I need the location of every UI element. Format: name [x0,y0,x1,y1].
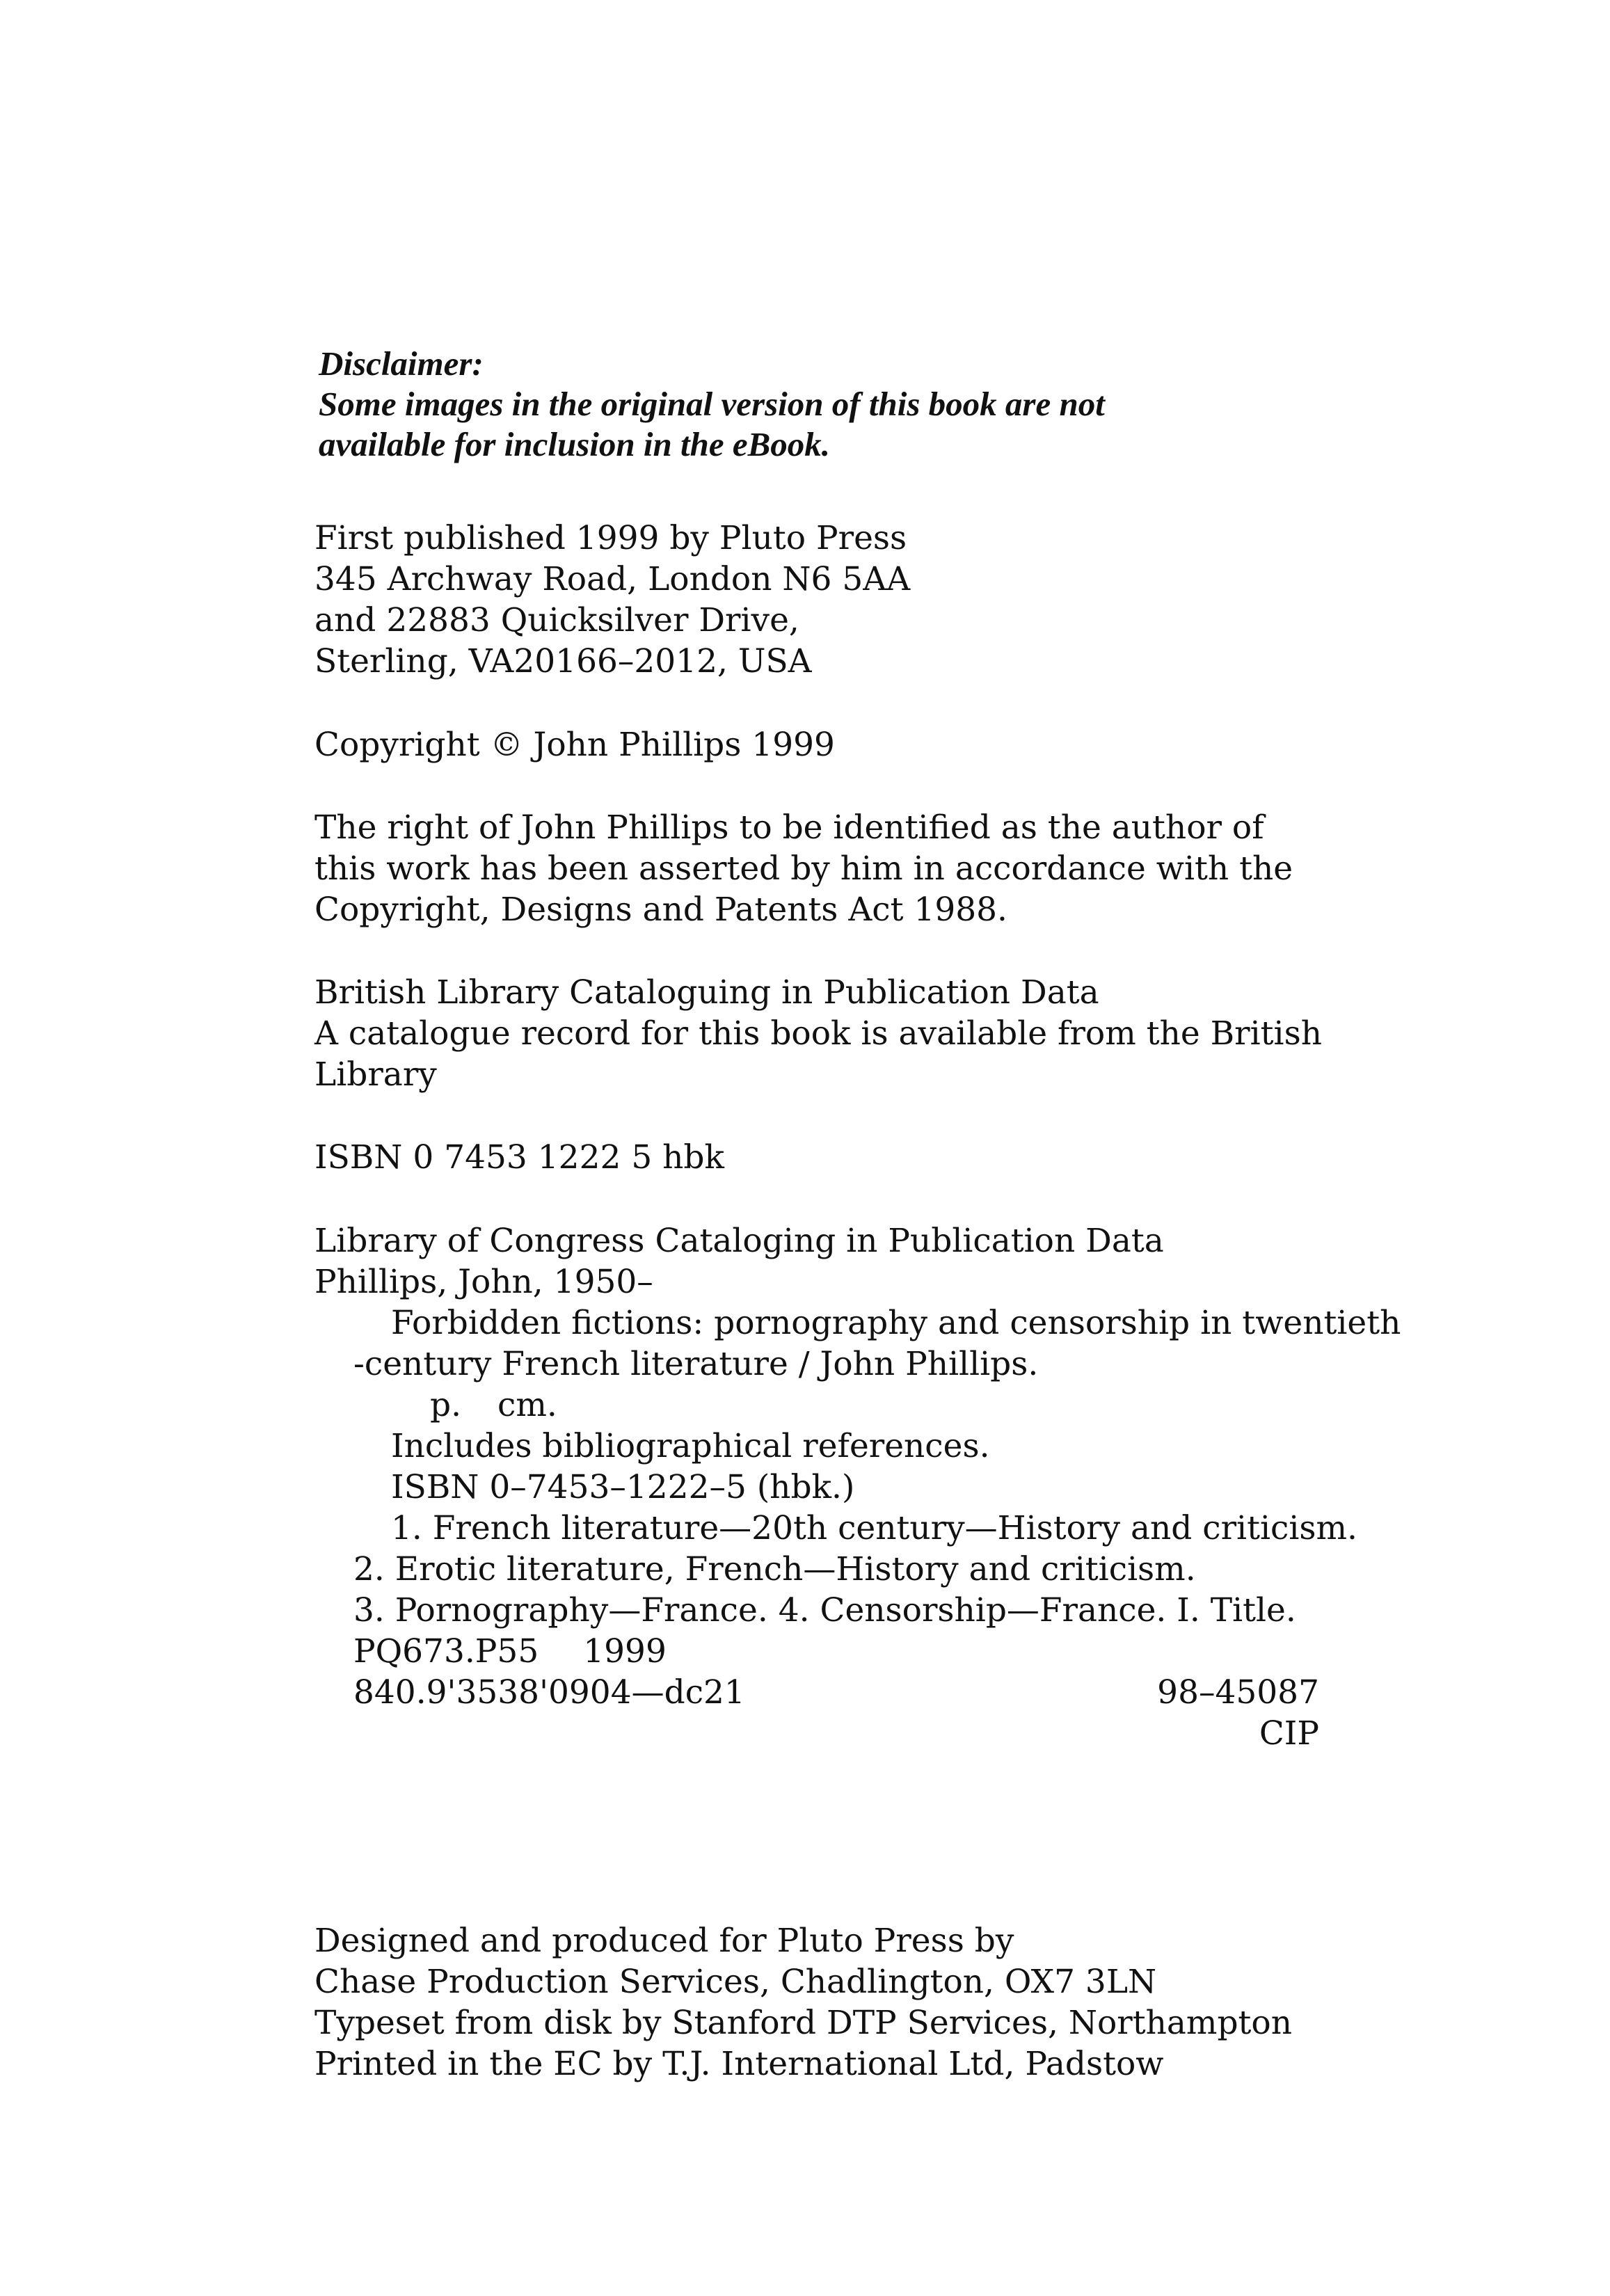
loc-call-year: 1999 [583,1632,667,1671]
british-library-line-1: British Library Cataloguing in Publication Data [314,973,1099,1012]
disclaimer-line-1: Some images in the original version of this book are not [319,385,1105,423]
loc-subject-3: 3. Pornography—France. 4. Censorship—France. I. Title. [353,1591,1296,1629]
rights-line-3: Copyright, Designs and Patents Act 1988. [314,891,1007,929]
publisher-line-4: Sterling, VA20166–2012, USA [314,642,812,680]
rights-line-2: this work has been asserted by him in accordance with the [314,850,1293,888]
loc-call-number: PQ673.P55 [353,1632,539,1671]
publisher-line-2: 345 Archway Road, London N6 5AA [314,560,911,598]
loc-cip: CIP [1259,1714,1319,1753]
loc-pages: p. [430,1386,462,1424]
loc-subject-2: 2. Erotic literature, French—History and criticism. [353,1550,1196,1588]
loc-dewey: 840.9'3538'0904—dc21 [353,1673,745,1712]
production-line-4: Printed in the EC by T.J. International Ltd, Padstow [314,2045,1164,2083]
british-library-line-3: Library [314,1055,437,1094]
loc-subject-1: 1. French literature—20th century—History and criticism. [391,1509,1357,1547]
rights-line-1: The right of John Phillips to be identified as the author of [314,808,1264,847]
copyright-line: Copyright © John Phillips 1999 [314,726,835,764]
loc-isbn: ISBN 0–7453–1222–5 (hbk.) [391,1468,855,1506]
disclaimer-line-2: available for inclusion in the eBook. [319,425,831,463]
loc-title-line-2: -century French literature / John Phillips. [353,1345,1039,1383]
publisher-line-3: and 22883 Quicksilver Drive, [314,601,799,639]
loc-physical-description [430,1385,557,1426]
british-library-line-2: A catalogue record for this book is available from the British [314,1014,1322,1053]
loc-call-number-line [353,1631,667,1673]
production-line-1: Designed and produced for Pluto Press by [314,1922,1014,1960]
disclaimer-heading: Disclaimer: [319,344,484,383]
loc-title-line-1: Forbidden fictions: pornography and censorship in twentieth [391,1304,1401,1342]
production-line-3: Typeset from disk by Stanford DTP Services, Northampton [314,2004,1292,2042]
loc-bibliography-note: Includes bibliographical references. [391,1427,990,1465]
loc-cm: cm. [497,1386,557,1424]
loc-author: Phillips, John, 1950– [314,1263,653,1301]
production-line-2: Chase Production Services, Chadlington, OX7 3LN [314,1963,1157,2001]
isbn-line: ISBN 0 7453 1222 5 hbk [314,1138,724,1177]
loc-heading: Library of Congress Cataloging in Publication Data [314,1222,1164,1260]
publisher-line-1: First published 1999 by Pluto Press [314,519,907,557]
loc-lccn: 98–45087 [1157,1673,1319,1712]
